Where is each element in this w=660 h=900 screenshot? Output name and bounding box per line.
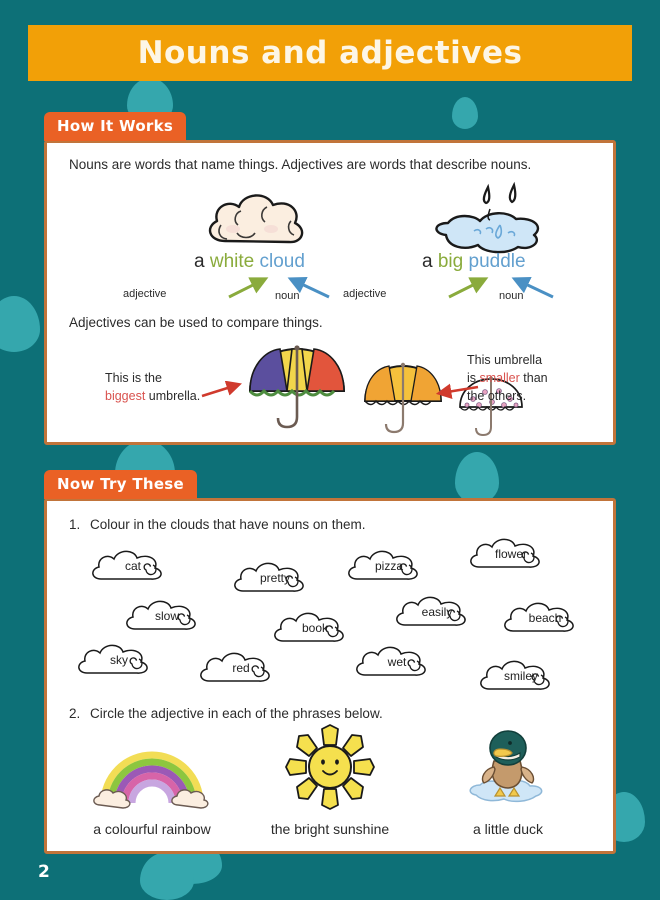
question-1-text: Colour in the clouds that have nouns on them. — [90, 517, 366, 532]
cloud-article: a — [194, 251, 205, 272]
smaller-caption-pre: is — [467, 371, 477, 386]
word-cloud-item[interactable] — [475, 655, 567, 697]
duck-illustration — [423, 729, 593, 813]
cloud-noun-label: noun — [275, 290, 300, 302]
word-cloud-item[interactable] — [73, 639, 165, 681]
word-cloud-item[interactable] — [499, 597, 591, 639]
question-1-number: 1. — [69, 517, 81, 532]
question-2-text: Circle the adjective in each of the phrases below. — [90, 706, 383, 721]
compare-arrow-left-icon — [199, 381, 247, 401]
word-cloud-label: red — [232, 661, 250, 675]
word-cloud-label: sky — [110, 653, 128, 667]
word-cloud-label: wet — [387, 655, 407, 669]
word-cloud-item[interactable] — [87, 545, 179, 587]
smaller-highlight: smaller — [479, 371, 520, 386]
puddle-noun: puddle — [468, 251, 526, 272]
phrase-rainbow[interactable] — [67, 729, 237, 837]
biggest-umbrella-caption — [105, 369, 200, 405]
smaller-caption-part3: the others. — [467, 389, 527, 404]
smaller-umbrella-caption — [467, 351, 548, 405]
phrase-duck-caption: a little duck — [472, 821, 544, 837]
word-cloud-label: beach — [528, 611, 562, 625]
question-1 — [69, 517, 365, 532]
puddle-noun-label: noun — [499, 290, 524, 302]
water-droplet-icon — [0, 296, 40, 352]
now-try-these-card — [44, 498, 616, 854]
cloud-noun: cloud — [259, 251, 305, 272]
smaller-caption-part1: This umbrella — [467, 353, 543, 367]
word-cloud-item[interactable] — [343, 545, 435, 587]
how-it-works-intro-line-2: Adjectives can be used to compare things. — [69, 315, 323, 330]
word-cloud-item[interactable] — [351, 641, 443, 683]
word-cloud-label: pretty — [259, 571, 290, 585]
medium-orange-umbrella — [359, 361, 447, 442]
puddle-adjective: big — [437, 251, 464, 272]
rainbow-illustration — [67, 729, 237, 813]
question-2 — [69, 706, 383, 721]
big-rainbow-umbrella — [242, 343, 352, 438]
page-title-banner — [28, 25, 632, 81]
word-cloud-item[interactable] — [465, 533, 557, 575]
word-cloud-item[interactable] — [121, 595, 213, 637]
word-cloud-label: easily — [421, 605, 453, 619]
word-cloud-item[interactable] — [269, 607, 361, 649]
water-droplet-icon — [452, 97, 478, 129]
word-cloud-label: pizza — [374, 559, 403, 573]
how-it-works-intro-line-1: Nouns are words that name things. Adjectives are words that describe nouns. — [69, 157, 532, 172]
word-cloud-item[interactable] — [229, 557, 321, 599]
question-2-number: 2. — [69, 706, 81, 721]
word-cloud-label: smiley — [503, 669, 538, 683]
phrase-duck[interactable] — [423, 729, 593, 837]
adjective-arrow-icon — [225, 275, 273, 301]
word-cloud-label: slow — [154, 609, 179, 623]
cloud-example-phrase — [194, 251, 305, 273]
biggest-caption-part2: umbrella. — [148, 389, 201, 404]
word-cloud-label: cat — [124, 559, 141, 573]
puddle-article: a — [422, 251, 433, 272]
phrase-sunshine[interactable] — [245, 729, 415, 837]
water-droplet-icon — [455, 452, 499, 504]
word-cloud-label: book — [301, 621, 329, 635]
section-tab-now-try-these: Now Try These — [44, 470, 197, 499]
biggest-highlight: biggest — [105, 389, 146, 404]
page-title: Nouns and adjectives — [137, 35, 523, 71]
cloud-adjective-label: adjective — [123, 288, 167, 300]
smaller-caption-post: than — [523, 371, 548, 386]
word-cloud-item[interactable] — [391, 591, 483, 633]
phrase-sunshine-caption: the bright sunshine — [270, 821, 390, 837]
phrase-rainbow-caption: a colourful rainbow — [93, 821, 211, 837]
word-cloud-item[interactable] — [195, 647, 287, 689]
cloud-adjective: white — [209, 251, 255, 272]
sun-illustration — [245, 729, 415, 813]
biggest-caption-part1: This is the — [105, 371, 162, 385]
section-tab-how-it-works: How It Works — [44, 112, 186, 141]
how-it-works-card — [44, 140, 616, 445]
page-number: 2 — [38, 862, 50, 882]
puddle-example-phrase — [422, 251, 526, 273]
puddle-adjective-label: adjective — [343, 288, 387, 300]
word-cloud-label: flower — [494, 547, 527, 561]
adjective-arrow-icon — [445, 275, 493, 301]
